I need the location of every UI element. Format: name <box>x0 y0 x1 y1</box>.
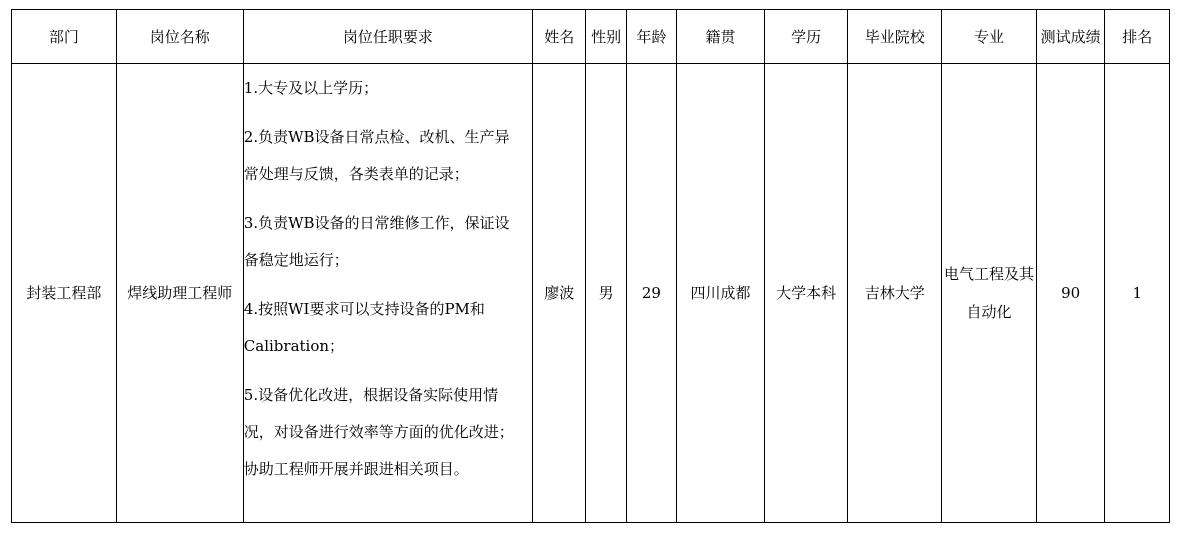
header-age: 年龄 <box>626 10 676 64</box>
table-row <box>12 64 1170 523</box>
requirement-item <box>244 377 532 488</box>
cell-position: 焊线助理工程师 <box>116 64 243 523</box>
requirement-line: 5.设备优化改进，根据设备实际使用情 <box>243 386 499 404</box>
requirement-line: Calibration； <box>243 337 345 355</box>
candidate-table <box>11 9 1170 523</box>
header-major: 专业 <box>942 10 1037 64</box>
header-row <box>12 10 1170 64</box>
requirement-line: 备稳定地运行； <box>243 251 349 269</box>
header-name: 姓名 <box>533 10 586 64</box>
cell-name: 廖波 <box>533 64 586 523</box>
requirement-line: 4.按照WI要求可以支持设备的PM和 <box>243 300 485 318</box>
requirement-line: 况，对设备进行效率等方面的优化改进； <box>243 423 514 441</box>
cell-department: 封装工程部 <box>12 64 117 523</box>
header-education: 学历 <box>764 10 848 64</box>
cell-age: 29 <box>626 64 676 523</box>
requirement-line: 协助工程师开展并跟进相关项目。 <box>243 460 469 478</box>
cell-gender: 男 <box>586 64 626 523</box>
requirement-line: 1.大专及以上学历； <box>243 79 379 97</box>
header-school: 毕业院校 <box>848 10 942 64</box>
requirement-item <box>244 205 532 279</box>
cell-school: 吉林大学 <box>848 64 942 523</box>
cell-education: 大学本科 <box>764 64 848 523</box>
cell-hometown: 四川成都 <box>677 64 765 523</box>
header-score: 测试成绩 <box>1036 10 1105 64</box>
requirement-item <box>244 291 532 365</box>
cell-score: 90 <box>1036 64 1105 523</box>
header-rank: 排名 <box>1105 10 1170 64</box>
cell-rank: 1 <box>1105 64 1170 523</box>
header-requirements: 岗位任职要求 <box>243 10 532 64</box>
cell-major <box>942 64 1037 523</box>
header-gender: 性别 <box>586 10 626 64</box>
header-hometown: 籍贯 <box>677 10 765 64</box>
requirement-line: 3.负责WB设备的日常维修工作，保证设 <box>243 214 510 232</box>
requirement-item <box>244 119 532 193</box>
requirement-line: 2.负责WB设备日常点检、改机、生产异 <box>243 128 510 146</box>
major-line: 自动化 <box>966 303 1012 321</box>
header-department: 部门 <box>12 10 117 64</box>
header-position: 岗位名称 <box>116 10 243 64</box>
requirement-item <box>244 70 532 107</box>
cell-requirements <box>243 64 532 523</box>
major-line: 电气工程及其 <box>944 265 1035 283</box>
requirement-line: 常处理与反馈，各类表单的记录； <box>243 165 469 183</box>
